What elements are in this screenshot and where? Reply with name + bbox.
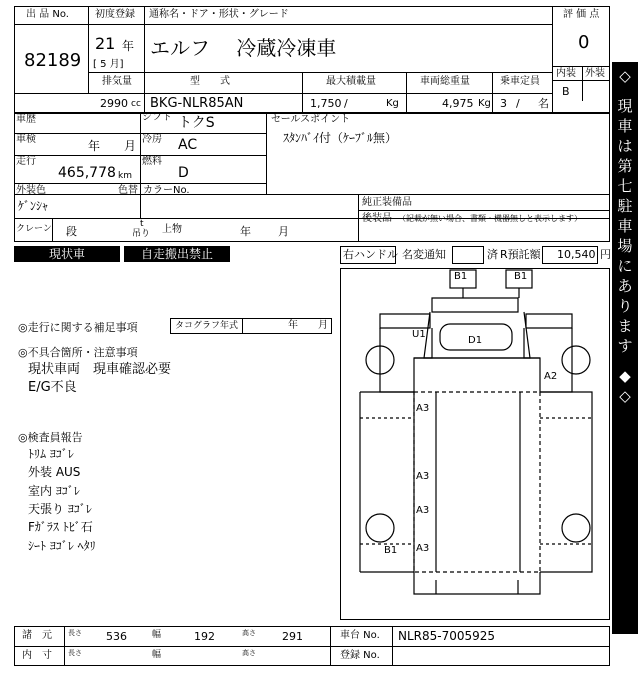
upper-label: 上物: [162, 224, 182, 235]
mileage-value: 465,778: [58, 165, 116, 181]
damage-mark: B1: [384, 545, 398, 556]
crane-stage-unit: 段: [66, 225, 77, 238]
crane-ton-label: t: [140, 219, 144, 229]
aircon-label: 冷房: [142, 134, 162, 145]
color-no-label: カラーNo.: [143, 185, 190, 196]
capacity-value: 3: [500, 97, 507, 110]
mileage-label: 走行: [16, 156, 36, 167]
inspector-line: Fｶﾞﾗｽ ﾄﾋﾞ石: [28, 520, 93, 534]
chassis-value: NLR85-7005925: [398, 629, 496, 643]
inner-height-label: 高さ: [242, 649, 256, 657]
damage-mark: A3: [416, 403, 430, 414]
right-handle: 右ハンドル: [343, 248, 398, 261]
inspection-month-unit: 月: [124, 139, 137, 153]
defects-label: ◎不具合箇所・注意事項: [18, 346, 138, 359]
aftermarket-label: 後装品: [362, 213, 392, 224]
dimensions-label: 諸 元: [22, 630, 52, 641]
inspection-year-unit: 年: [88, 139, 101, 153]
interior-grade-label: 内装: [556, 68, 576, 79]
shift-value: トクS: [178, 115, 215, 131]
upper-year-unit: 年: [240, 225, 251, 238]
capacity-unit: 名: [538, 97, 549, 110]
vehicle-name: エルフ 冷蔵冷凍車: [150, 36, 337, 60]
crane-hang-label: 吊り: [132, 229, 151, 239]
inspector-line: 室内 ﾖｺﾞﾚ: [28, 484, 80, 498]
max-load-sep: /: [344, 97, 348, 110]
recycle-label: 済: [487, 248, 498, 261]
damage-mark: A3: [416, 471, 430, 482]
aftermarket-note: （記載が無い場合、書類・機器無しと表示します）: [398, 214, 582, 223]
inspector-label: ◎検査員報告: [18, 431, 83, 444]
driving-notes-label: ◎走行に関する補足事項: [18, 321, 138, 334]
damage-mark: A2: [544, 371, 558, 382]
inspector-line: ﾄﾘﾑ ﾖｺﾞﾚ: [28, 447, 74, 461]
registration-label: 登録 No.: [340, 650, 380, 661]
r-deposit-unit: 円: [600, 248, 611, 261]
capacity-label: 乗車定員: [500, 76, 540, 87]
sales-point-label: セールスポイント: [271, 114, 351, 125]
displacement-value: 2990: [100, 97, 128, 110]
first-reg-year: 21: [95, 34, 116, 53]
r-deposit-label: R預託額: [500, 248, 541, 261]
crane-label: クレーン: [16, 224, 52, 234]
mileage-unit: km: [118, 171, 132, 181]
damage-mark: U1: [412, 329, 426, 340]
first-reg-year-unit: 年: [122, 39, 135, 53]
history-label: 車歴: [16, 114, 36, 125]
name-change-box: [452, 246, 484, 264]
r-deposit-value: 10,540: [557, 248, 596, 261]
tachograph-label: タコグラフ年式: [175, 321, 239, 331]
lot-number: 82189: [24, 50, 82, 71]
lot-label: 出 品 No.: [26, 9, 69, 20]
exterior-color-label: 外装色: [16, 185, 46, 196]
inspector-line: 天張り ﾖｺﾞﾚ: [28, 502, 92, 516]
length-value: 536: [106, 630, 127, 643]
height-value: 291: [282, 630, 303, 643]
damage-mark: B1: [454, 271, 468, 282]
width-label: 幅: [152, 630, 162, 640]
self-drive-prohibited-button: 自走搬出禁止: [124, 246, 230, 262]
color-change-label: 色替: [118, 185, 138, 196]
inner-length-label: 長さ: [68, 649, 82, 657]
inspector-line: ｼｰﾄ ﾖｺﾞﾚ ﾍﾀﾘ: [28, 539, 96, 553]
first-reg-month: [ 5 月]: [93, 59, 124, 70]
damage-mark: A3: [416, 505, 430, 516]
exterior-grade-label: 外装: [585, 68, 605, 79]
upper-month-unit: 月: [278, 225, 289, 238]
grade-label: 評 価 点: [563, 9, 600, 20]
tachograph-year-unit: 年: [288, 320, 298, 331]
length-label: 長さ: [68, 629, 82, 637]
sales-point-value: ｽﾀﾝﾊﾞｲ付（ｹｰﾌﾞﾙ無）: [283, 131, 398, 145]
gross-weight-label: 車両総重量: [420, 76, 470, 87]
fuel-value: D: [178, 165, 189, 181]
genuine-equipment-label: 純正装備品: [362, 197, 412, 208]
fuel-label: 燃料: [142, 156, 162, 167]
name-change-notice: 名変通知: [402, 248, 446, 261]
damage-mark: A3: [416, 543, 430, 554]
inspection-label: 車検: [16, 134, 36, 145]
damage-mark: B1: [514, 271, 528, 282]
vehicle-name-label: 通称名・ドア・形状・グレード: [149, 9, 289, 20]
width-value: 192: [194, 630, 215, 643]
first-reg-label: 初度登録: [95, 9, 135, 20]
aircon-value: AC: [178, 137, 198, 153]
inner-width-label: 幅: [152, 650, 162, 660]
damage-mark: D1: [468, 335, 483, 346]
defect-line: 現状車両 現車確認必要: [28, 362, 172, 377]
displacement-label: 排気量: [102, 76, 132, 87]
inner-dimensions-label: 内 寸: [22, 650, 52, 661]
current-state-button: 現状車: [14, 246, 120, 262]
max-load-unit: Kg: [386, 98, 399, 109]
tachograph-month-unit: 月: [318, 320, 328, 331]
interior-grade-value: B: [562, 85, 570, 98]
model-value: BKG-NLR85AN: [150, 96, 244, 111]
capacity-sep: /: [516, 97, 520, 110]
grade-value: 0: [578, 32, 590, 53]
location-sidebar: ◇ 現 車 は 第 七 駐 車 場 に あ り ま す ◆ ◇: [612, 62, 638, 634]
shift-label: シフト: [142, 112, 172, 123]
model-label: 型 式: [190, 76, 230, 87]
displacement-unit: cc: [131, 99, 141, 109]
gross-weight-value: 4,975: [442, 97, 474, 110]
exterior-color-value: ｹﾞﾝｼｬ: [18, 199, 49, 213]
max-load-value: 1,750: [310, 97, 342, 110]
height-label: 高さ: [242, 629, 256, 637]
defect-line: E/G不良: [28, 380, 77, 395]
gross-weight-unit: Kg: [478, 98, 491, 109]
vehicle-diagram: [340, 268, 610, 620]
max-load-label: 最大積載量: [326, 76, 376, 87]
inspector-line: 外装 AUS: [28, 465, 81, 479]
chassis-label: 車台 No.: [340, 630, 380, 641]
